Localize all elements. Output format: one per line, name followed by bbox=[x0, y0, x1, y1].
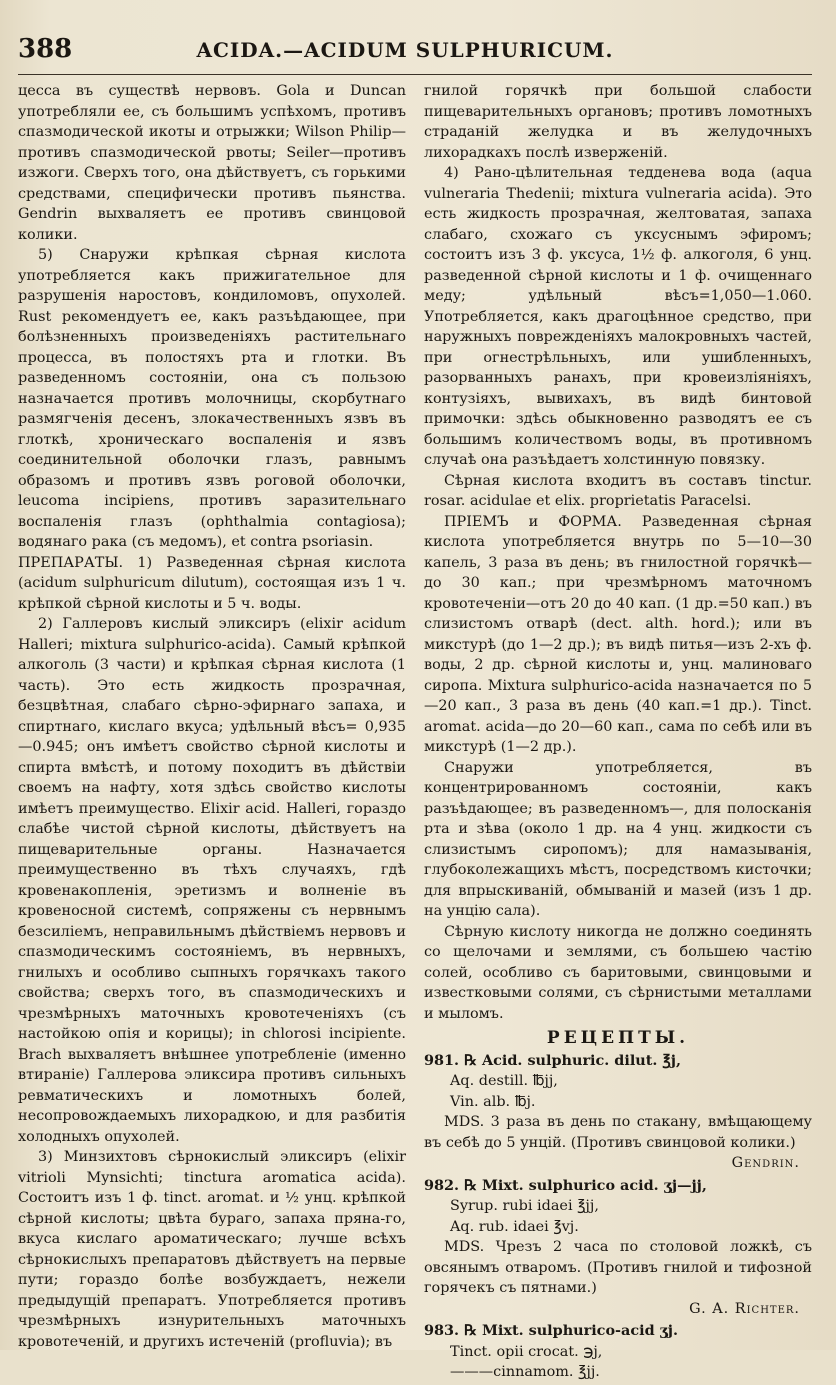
paragraph: Сѣрная кислота входитъ въ составъ tinctur. rosar. acidulae et elix. proprietatis Paracelsi. bbox=[424, 472, 812, 509]
paragraph: ПРЕПАРАТЫ. 1) Разведенная сѣрная кислота (acidum sulphuricum dilutum), состоящая изъ 1 ч. крѣпкой сѣрной кислоты и 5 ч. воды. bbox=[18, 554, 406, 612]
recipe-982 bbox=[424, 1176, 812, 1320]
recipe-author: G. A. Richter. bbox=[689, 1300, 800, 1317]
text-columns bbox=[18, 81, 812, 1385]
recipe-ingredient: Syrup. rubi idaei ℥jj, bbox=[450, 1198, 599, 1214]
recipe-head: 983. ℞ Mixt. sulphurico-acid ʒj. bbox=[424, 1322, 679, 1339]
recipe-ingredient: ———cinnamom. ℥jj. bbox=[450, 1364, 600, 1380]
paragraph: Сѣрную кислоту никогда не должно соединять со щелочами и землями, съ большею частію солей, особливо съ баритовыми, свинцовыми и известковыми солями, съ сѣрнистыми металлами и мыломъ. bbox=[424, 923, 812, 1022]
recipe-ingredient: Aq. destill. ℔jj, bbox=[450, 1073, 558, 1089]
paragraph: цесса въ существѣ нервовъ. Gola и Duncan употребляли ее, съ большимъ успѣхомъ, противъ спазмодической икоты и отрыжки; Wilson Philip—противъ спазмодической рвоты; Seiler—противъ изжоги. Сверхъ того, она дѣйствуетъ, съ горькими средствами, специфически противъ пьянства. Gendrin выхваляетъ ее противъ свинцовой колики. bbox=[18, 83, 406, 243]
recipe-head: 982. ℞ Mixt. sulphurico acid. ʒj—jj, bbox=[424, 1176, 707, 1194]
paragraph: 3) Минзихтовъ сѣрнокислый эликсиръ (elixir vitrioli Mynsichti; tinctura aromatica acida). Состоитъ изъ 1 ф. tinct. aromat. и ½ унц. крѣпкой сѣрной кислоты; цвѣта бураго, запаха пряна-го, вкуса кислаго ароматическаго; лучше всѣхъ сѣрнокислыхъ препаратовъ дѣйствуетъ на первые пути; гораздо болѣе возбуждаетъ, нежели предыдущій препаратъ. Употребляется противъ чрезмѣрныхъ изнурительныхъ маточныхъ кровотеченій, и другихъ истеченій (profluvia); въ bbox=[18, 1149, 406, 1350]
recipe-author: Gendrin. bbox=[731, 1155, 800, 1171]
recipe-981 bbox=[424, 1051, 812, 1174]
paragraph: гнилой горячкѣ при большой слабости пищеварительныхъ органовъ; противъ ломотныхъ страданій желудка и въ желудочныхъ лихорадкахъ послѣ изверженій. bbox=[424, 83, 812, 161]
paragraph: ПРІЕМЪ и ФОРМА. Разведенная сѣрная кислота употребляется внутрь по 5—10—30 капель, 3 раза въ день; въ гнилостной горячкѣ—до 30 кап.; при чрезмѣрномъ маточномъ кровотеченіи—отъ 20 до 40 кап. (1 др.=50 кап.) въ слизистомъ отварѣ (dect. alth. hord.); или въ микстурѣ (до 1—2 др.); въ видѣ питья—изъ 2-хъ ф. воды, 2 др. сѣрной кислоты и, унц. малиноваго сиропа. Mixtura sulphurico-acida назначается по 5—20 кап., 3 раза въ день (40 кап.=1 др.). Tinct. aromat. acida—до 20—60 кап., сама по себѣ или въ микстурѣ (1—2 др.). bbox=[424, 513, 812, 755]
paragraph: 2) Галлеровъ кислый эликсиръ (elixir acidum Halleri; mixtura sulphurico-acida). Самый крѣпкой алкоголь (3 части) и крѣпкая сѣрная кислота (1 часть). Это есть жидкость прозрачная, безцвѣтная, слабаго сѣрно-эфирнаго запаха, и спиртнаго, кислаго вкуса; удѣльный вѣсъ= 0,935—0.945; онъ имѣетъ свойство сѣрной кислоты и спирта вмѣстѣ, и потому походитъ въ дѣйствіи своемъ на нафту, хотя здѣсь свойство кислоты имѣетъ преимущество. Elixir acid. Halleri, гораздо слабѣе чистой сѣрной кислоты, дѣйствуетъ на пищеварительные органы. Назначается преимущественно въ тѣхъ случаяхъ, гдѣ кровенакопленія, эретизмъ и волненіе въ кровеносной системѣ, сопряжены съ нервнымъ безсиліемъ, неправильнымъ дѣйствіемъ нервовъ и спазмодическимъ состояніемъ, въ нервныхъ, гнилыхъ и особливо сыпныхъ горячкахъ такого свойства; сверхъ того, въ спазмодическихъ и чрезмѣрныхъ маточныхъ кровотеченіяхъ (съ настойкою опія и корицы); in chlorosi incipiente. Brach выхваляетъ внѣшнее употребленіе (именно втираніе) Галлерова эликсира противъ сильныхъ ревматическихъ и ломотныхъ болей, несопровождаемыхъ лихорадкою, и для разбитія холодныхъ опухолей. bbox=[18, 616, 406, 1145]
page-header bbox=[18, 34, 812, 75]
page-number: 388 bbox=[18, 34, 73, 64]
left-column bbox=[18, 81, 406, 1385]
recipes-title: РЕЦЕПТЫ. bbox=[546, 1028, 690, 1048]
recipe-directions: MDS. Чрезъ 2 часа по столовой ложкѣ, съ овсянымъ отваромъ. (Противъ гнилой и тифозной горячекъ съ пятнами.) bbox=[424, 1239, 812, 1296]
recipe-head: 981. ℞ Acid. sulphuric. dilut. ℥j, bbox=[424, 1051, 681, 1069]
recipe-ingredient: Aq. rub. idaei ℥vj. bbox=[450, 1218, 579, 1235]
recipe-directions: MDS. 3 раза въ день по стакану, вмѣщающему въ себѣ до 5 унцій. (Противъ свинцовой колики.) bbox=[424, 1114, 812, 1151]
paragraph: 5) Снаружи крѣпкая сѣрная кислота употребляется какъ прижигательное для разрушенія наростовъ, кондиломовъ, опухолей. Rust рекомендуетъ ее, какъ разъѣдающее, при болѣзненныхъ произведеніяхъ растительнаго процесса, въ полостяхъ рта и глотки. Въ разведенномъ состояніи, она съ пользою назначается противъ молочницы, скорбутнаго размягченія десенъ, злокачественныхъ язвъ въ глоткѣ, хроническаго воспаленія и язвъ соединительной оболочки глазъ, равнымъ образомъ и противъ язвъ роговой оболочки, leucoma incipiens, противъ заразительнаго воспаленія глазъ (ophthalmia contagiosa); водянаго рака (съ медомъ), et contra psoriasin. bbox=[18, 247, 406, 550]
recipe-983 bbox=[424, 1321, 812, 1383]
right-column bbox=[424, 81, 812, 1385]
recipe-ingredient: Tinct. opii crocat. ℈j, bbox=[450, 1343, 603, 1360]
recipe-ingredient: Vin. alb. ℔j. bbox=[450, 1093, 536, 1110]
paragraph: 4) Рано-цѣлительная тедденева вода (aqua vulneraria Thedenii; mixtura vulneraria acida). Это есть жидкость прозрачная, желтоватая, запаха слабаго, схожаго съ уксуснымъ эфиромъ; состоитъ изъ 3 ф. уксуса, 1½ ф. алкоголя, 6 унц. разведенной сѣрной кислоты и 1 ф. очищеннаго меду; удѣльный вѣсъ=1,050—1.060. Употребляется, какъ драгоцѣнное средство, при наружныхъ поврежденіяхъ малокровныхъ частей, при огнестрѣльныхъ, или ушибленныхъ, разорванныхъ ранахъ, при кровеизліяніяхъ, контузіяхъ, вывихахъ, въ видѣ бинтовой примочки: здѣсь обыкновенно разводятъ ее съ большимъ количествомъ воды, въ противномъ случаѣ она разъѣдаетъ холстинную повязку. bbox=[424, 165, 812, 468]
paragraph: Снаружи употребляется, въ концентрированномъ состояніи, какъ разъѣдающее; въ разведенномъ—, для полосканія рта и зѣва (около 1 др. на 4 унц. жидкости съ слизистымъ сиропомъ); для намазыванія, глубоколежащихъ мѣстъ, посредствомъ кисточки; для впрыскиваній, обмываній и мазей (изъ 1 др. на унцію сала). bbox=[424, 759, 812, 919]
running-head: ACIDA.—ACIDUM SULPHURICUM. bbox=[196, 38, 614, 62]
